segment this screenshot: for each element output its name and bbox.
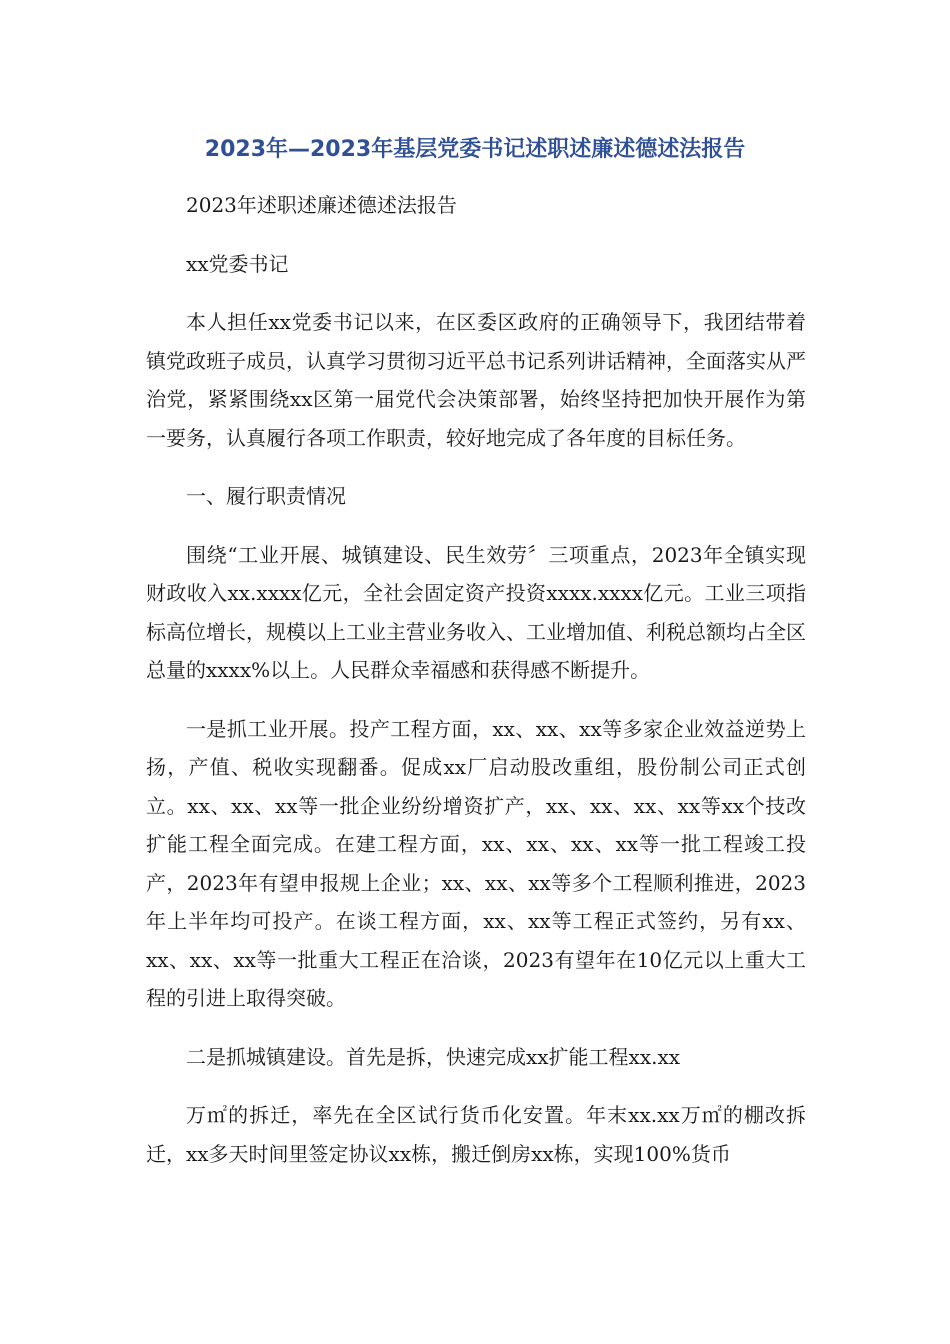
urban-construction-paragraph: 二是抓城镇建设。首先是拆，快速完成xx扩能工程xx.xx — [186, 1044, 681, 1069]
report-subtitle: 2023年述职述廉述德述法报告 — [186, 193, 457, 217]
intro-paragraph: 本人担任xx党委书记以来，在区委区政府的正确领导下，我团结带着镇党政班子成员，认真学习贯彻习近平总书记系列讲话精神，全面落实从严治党，紧紧围绕xx区第一届党代会决策部署，始终坚持把加快开展作为第一要务，认真履行各项工作职责，较好地完成了各年度的目标任务。 — [146, 310, 806, 450]
author-line: xx党委书记 — [186, 251, 289, 276]
document-body — [146, 186, 806, 1193]
duties-summary-paragraph: 围绕“工业开展、城镇建设、民生效劳〞三项重点，2023年全镇实现财政收入xx.xxxx亿元，全社会固定资产投资xxxx.xxxx亿元。工业三项指标高位增长，规模以上工业主营业务收入、工业增加值、利税总额均占全区总量的xxxx%以上。人民群众幸福感和获得感不断提升。 — [146, 542, 806, 682]
industry-paragraph: 一是抓工业开展。投产工程方面，xx、xx、xx等多家企业效益逆势上扬，产值、税收实现翻番。促成xx厂启动股改重组，股份制公司正式创立。xx、xx、xx等一批企业纷纷增资扩产，xx、xx、xx、xx等xx个技改扩能工程全面完成。在建工程方面，xx、xx、xx、xx等一批工程竣工投产，2023年有望申报规上企业；xx、xx、xx等多个工程顺利推进，2023年上半年均可投产。在谈工程方面，xx、xx等工程正式签约，另有xx、xx、xx、xx等一批重大工程正在洽谈，2023有望年在10亿元以上重大工程的引进上取得突破。 — [146, 716, 806, 1010]
document-title: 2023年—2023年基层党委书记述职述廉述德述法报告 — [204, 137, 746, 162]
section-heading-duties: 一、履行职责情况 — [186, 484, 346, 508]
demolition-paragraph: 万㎡的拆迁，率先在全区试行货币化安置。年末xx.xx万㎡的棚改拆迁，xx多天时间里签定协议xx栋，搬迁倒房xx栋，实现100%货币 — [146, 1103, 806, 1166]
